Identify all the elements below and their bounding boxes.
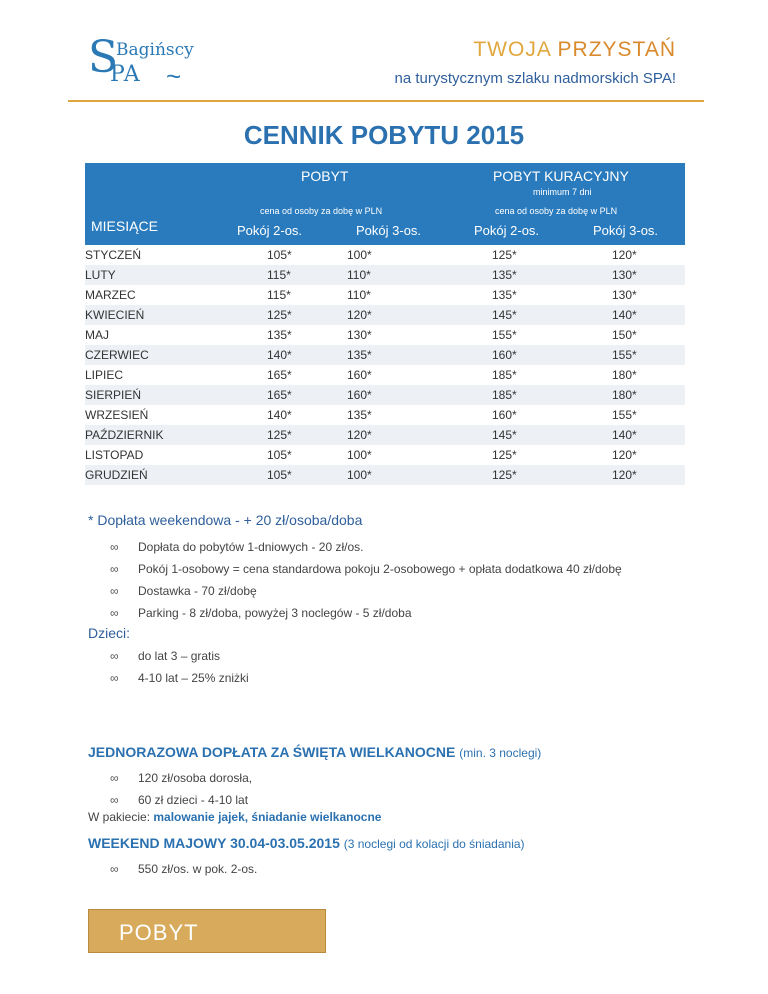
easter-note: (min. 3 noclegi) bbox=[459, 746, 542, 760]
price-cell: 140* bbox=[267, 408, 292, 422]
price-cell: 135* bbox=[267, 328, 292, 342]
list-item: ∞ 120 zł/osoba dorosła, bbox=[110, 771, 253, 785]
price-cell: 180* bbox=[612, 388, 637, 402]
price-cell: 125* bbox=[492, 468, 517, 482]
price-cell: 165* bbox=[267, 368, 292, 382]
price-cell: 105* bbox=[267, 448, 292, 462]
group-pobyt: POBYT bbox=[301, 168, 349, 184]
price-cell: 145* bbox=[492, 428, 517, 442]
logo-wave-icon: ~ bbox=[166, 61, 182, 91]
logo-s: S bbox=[88, 32, 119, 83]
may-title: WEEKEND MAJOWY 30.04-03.05.2015 (3 noclegi od kolacji do śniadania) bbox=[88, 835, 525, 851]
price-cell: 145* bbox=[492, 308, 517, 322]
col-header-2: Pokój 3-os. bbox=[356, 223, 422, 238]
price-note-1: cena od osoby za dobę w PLN bbox=[260, 206, 383, 216]
table-row bbox=[85, 325, 685, 345]
month-cell: STYCZEŃ bbox=[85, 248, 142, 262]
list-item: ∞ 60 zł dzieci - 4-10 lat bbox=[110, 793, 249, 807]
price-cell: 125* bbox=[267, 308, 292, 322]
easter-package-value: malowanie jajek, śniadanie wielkanocne bbox=[153, 810, 382, 824]
bullet-icon: ∞ bbox=[110, 540, 119, 554]
table-header bbox=[85, 163, 685, 245]
price-cell: 125* bbox=[492, 248, 517, 262]
col-header-1: Pokój 2-os. bbox=[237, 223, 303, 238]
table-row bbox=[85, 365, 685, 385]
price-cell: 180* bbox=[612, 368, 637, 382]
price-cell: 110* bbox=[347, 288, 371, 302]
bullet-icon: ∞ bbox=[110, 562, 119, 576]
page-title: CENNIK POBYTU 2015 bbox=[243, 120, 525, 150]
bullet-icon: ∞ bbox=[110, 649, 119, 663]
pobyt-section-header: POBYT bbox=[88, 909, 326, 953]
table-row bbox=[85, 265, 685, 285]
month-cell: GRUDZIEŃ bbox=[85, 468, 148, 482]
price-cell: 125* bbox=[492, 448, 517, 462]
tagline-part1: TWOJA bbox=[473, 38, 551, 61]
table-row bbox=[85, 345, 685, 365]
price-cell: 100* bbox=[347, 468, 372, 482]
month-cell: CZERWIEC bbox=[85, 348, 149, 362]
price-cell: 140* bbox=[267, 348, 292, 362]
price-cell: 155* bbox=[492, 328, 517, 342]
may-note: (3 noclegi od kolacji do śniadania) bbox=[343, 837, 525, 851]
price-cell: 120* bbox=[612, 448, 637, 462]
price-cell: 130* bbox=[612, 288, 637, 302]
table-row bbox=[85, 245, 685, 265]
price-cell: 105* bbox=[267, 468, 292, 482]
price-cell: 125* bbox=[267, 428, 292, 442]
kids-list bbox=[110, 649, 249, 693]
price-cell: 110* bbox=[347, 268, 371, 282]
may-list bbox=[110, 862, 257, 884]
notes-list bbox=[110, 540, 622, 628]
price-cell: 130* bbox=[347, 328, 372, 342]
month-cell: PAŹDZIERNIK bbox=[85, 428, 164, 442]
price-cell: 155* bbox=[612, 408, 637, 422]
table-row bbox=[85, 305, 685, 325]
group-kuracyjny: POBYT KURACYJNY bbox=[493, 168, 629, 184]
price-table bbox=[85, 163, 685, 485]
bullet-icon: ∞ bbox=[110, 671, 119, 685]
price-cell: 120* bbox=[612, 468, 637, 482]
tagline-part2: PRZYSTAŃ bbox=[557, 38, 676, 61]
price-cell: 135* bbox=[347, 348, 372, 362]
price-cell: 135* bbox=[492, 268, 517, 282]
bullet-icon: ∞ bbox=[110, 584, 119, 598]
month-cell: LIPIEC bbox=[85, 368, 124, 382]
price-cell: 160* bbox=[347, 388, 372, 402]
month-cell: LUTY bbox=[85, 268, 116, 282]
month-cell: LISTOPAD bbox=[85, 448, 144, 462]
bullet-icon: ∞ bbox=[110, 793, 119, 807]
price-cell: 120* bbox=[347, 428, 372, 442]
list-item: ∞ Parking - 8 zł/doba, powyżej 3 noclegów - 5 zł/doba bbox=[110, 606, 412, 620]
kids-title: Dzieci: bbox=[88, 625, 131, 641]
price-cell: 150* bbox=[612, 328, 637, 342]
list-item: ∞ do lat 3 – gratis bbox=[110, 649, 221, 663]
price-note-2: cena od osoby za dobę w PLN bbox=[495, 206, 618, 216]
month-cell: MARZEC bbox=[85, 288, 136, 302]
list-item: ∞ Pokój 1-osobowy = cena standardowa pokoju 2-osobowego + opłata dodatkowa 40 zł/dobę bbox=[110, 562, 622, 576]
table-row bbox=[85, 405, 685, 425]
header-divider bbox=[68, 100, 704, 102]
list-item: ∞ 4-10 lat – 25% zniżki bbox=[110, 671, 249, 685]
tagline bbox=[395, 38, 676, 87]
price-cell: 185* bbox=[492, 368, 517, 382]
price-cell: 160* bbox=[347, 368, 372, 382]
col-header-4: Pokój 3-os. bbox=[593, 223, 659, 238]
price-cell: 105* bbox=[267, 248, 292, 262]
price-cell: 165* bbox=[267, 388, 292, 402]
price-cell: 140* bbox=[612, 428, 637, 442]
logo bbox=[88, 32, 228, 91]
price-cell: 120* bbox=[347, 308, 372, 322]
table-row bbox=[85, 465, 685, 485]
month-cell: WRZESIEŃ bbox=[85, 408, 149, 422]
price-cell: 140* bbox=[612, 308, 637, 322]
price-cell: 160* bbox=[492, 408, 517, 422]
month-cell: KWIECIEŃ bbox=[85, 308, 145, 322]
bullet-icon: ∞ bbox=[110, 771, 119, 785]
table-row bbox=[85, 445, 685, 465]
price-cell: 185* bbox=[492, 388, 517, 402]
month-header: MIESIĄCE bbox=[91, 218, 158, 234]
easter-package: W pakiecie: malowanie jajek, śniadanie wielkanocne bbox=[88, 810, 382, 824]
price-cell: 115* bbox=[267, 268, 291, 282]
price-cell: 115* bbox=[267, 288, 291, 302]
logo-name: Bagińscy bbox=[116, 40, 194, 60]
easter-list bbox=[110, 771, 252, 815]
price-cell: 160* bbox=[492, 348, 517, 362]
bullet-icon: ∞ bbox=[110, 606, 119, 620]
month-cell: SIERPIEŃ bbox=[85, 388, 142, 402]
list-item: ∞ Dostawka - 70 zł/dobę bbox=[110, 584, 257, 598]
col-header-3: Pokój 2-os. bbox=[474, 223, 540, 238]
month-cell: MAJ bbox=[85, 328, 109, 342]
table-body bbox=[85, 245, 685, 485]
weekend-note: * Dopłata weekendowa - + 20 zł/osoba/doba bbox=[88, 512, 363, 528]
table-row bbox=[85, 385, 685, 405]
group-kuracyjny-note: minimum 7 dni bbox=[533, 187, 592, 197]
table-row bbox=[85, 425, 685, 445]
price-cell: 100* bbox=[347, 248, 372, 262]
price-cell: 130* bbox=[612, 268, 637, 282]
table-row bbox=[85, 285, 685, 305]
price-cell: 100* bbox=[347, 448, 372, 462]
bullet-icon: ∞ bbox=[110, 862, 119, 876]
tagline-sub: na turystycznym szlaku nadmorskich SPA! bbox=[394, 70, 676, 87]
logo-spa: PA bbox=[110, 62, 141, 87]
price-cell: 155* bbox=[612, 348, 637, 362]
list-item: ∞ 550 zł/os. w pok. 2-os. bbox=[110, 862, 258, 876]
easter-title: JEDNORAZOWA DOPŁATA ZA ŚWIĘTA WIELKANOCNE (min. 3 noclegi) bbox=[88, 744, 542, 760]
price-cell: 120* bbox=[612, 248, 637, 262]
list-item: ∞ Dopłata do pobytów 1-dniowych - 20 zł/os. bbox=[110, 540, 364, 554]
price-cell: 135* bbox=[492, 288, 517, 302]
price-cell: 135* bbox=[347, 408, 372, 422]
